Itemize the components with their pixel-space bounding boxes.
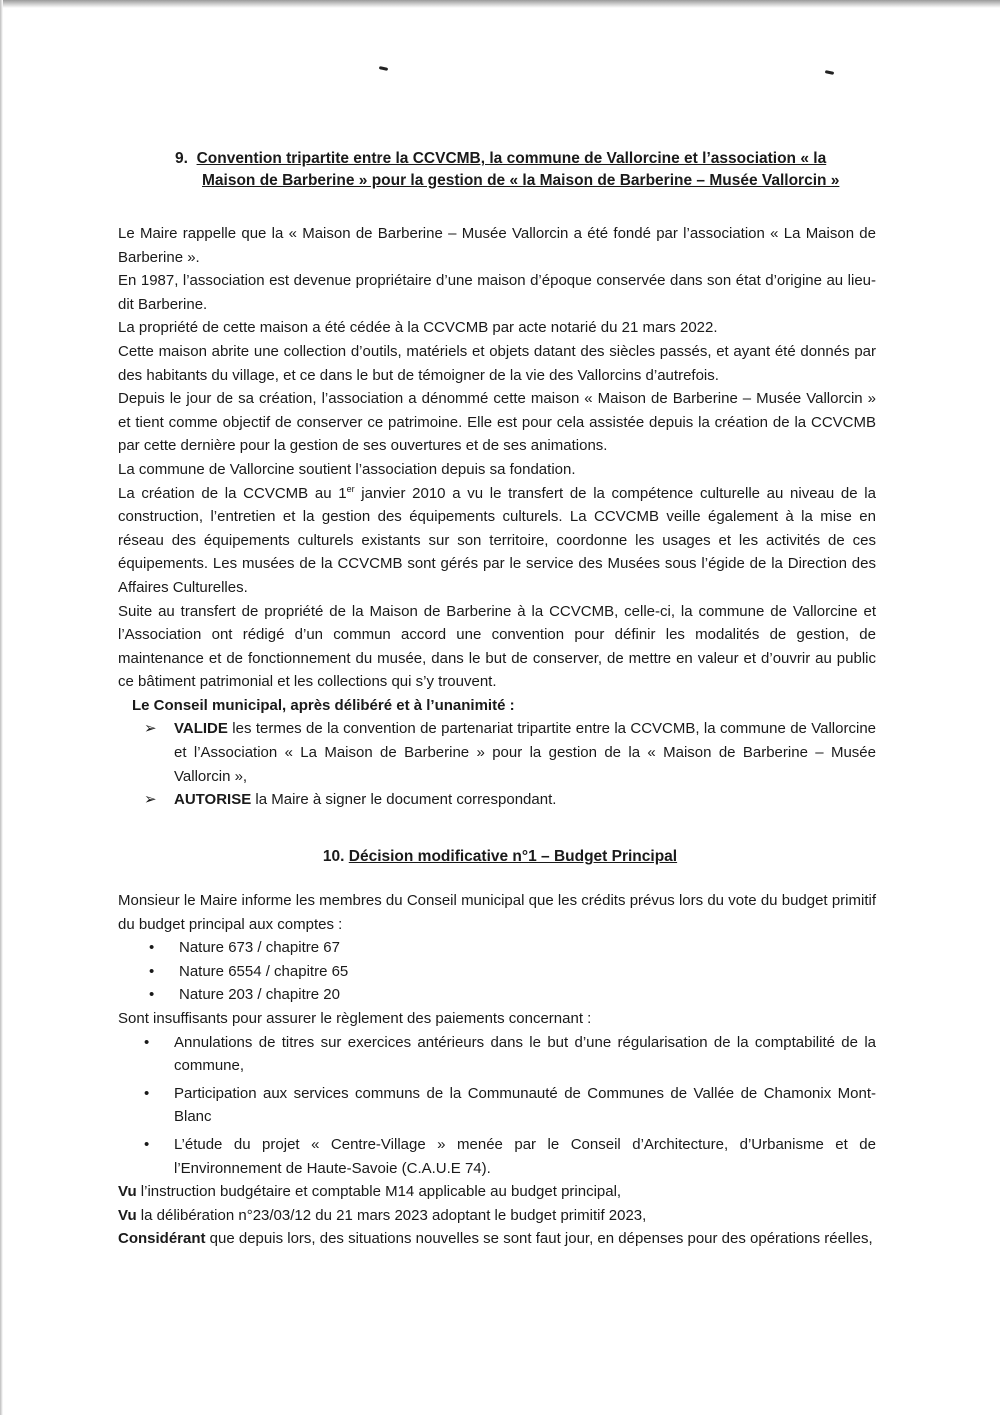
list-item: • Annulations de titres sur exercices antérieurs dans le but d’une régularisation de la comptabilité de la commune,	[118, 1031, 876, 1078]
list-item: • Nature 6554 / chapitre 65	[118, 960, 876, 984]
section-9-number: 9.	[175, 150, 188, 167]
section-9-title	[175, 148, 875, 192]
paragraph: Le Maire rappelle que la « Maison de Barberine – Musée Vallorcin a été fondé par l’association « La Maison de Barberine ».	[118, 225, 876, 266]
consideration-line: Vu la délibération n°23/03/12 du 21 mars 2023 adoptant le budget primitif 2023,	[118, 1206, 647, 1224]
paragraph-transfer: La création de la CCVCMB au 1er janvier 2010 a vu le transfert de la compétence culturelle au niveau de la construction, l’entretien et la gestion des équipements culturels. La CCVCMB veille également à la mise en réseau des équipements culturels existants sur son territoire, coordonne les usages et les activités de ces équipements. Les musées de la CCVCMB sont gérés par le service des Musées sous l’égide de la Direction des Affaires Culturelles.	[118, 483, 876, 596]
arrow-bullet-icon: ➢	[144, 791, 157, 809]
list-item: • Nature 673 / chapitre 67	[118, 936, 876, 960]
paragraph: La commune de Vallorcine soutient l’association depuis sa fondation.	[118, 460, 576, 478]
dot-bullet-icon: •	[144, 1135, 150, 1153]
list-item: ➢ VALIDE les termes de la convention de partenariat tripartite entre la CCVCMB, la commune de Vallorcine et l’Association « La Maison de Barberine » pour la gestion de la « Maison de Barberine – Musée Vallorcin »,	[118, 717, 876, 788]
paragraph: Suite au transfert de propriété de la Maison de Barberine à la CCVCMB, celle-ci, la commune de Vallorcine et l’Association ont rédigé d’un commun accord une convention pour définir les modalités de gestion, de maintenance et de fonctionnement du musée, dans le but de conserver, de mettre en valeur et d’ouvrir au public ce bâtiment patrimonial et les collections qui s’y trouvent.	[118, 602, 876, 691]
paragraph: Sont insuffisants pour assurer le règlement des paiements concernant :	[118, 1009, 592, 1027]
consideration-line: Considérant que depuis lors, des situations nouvelles se sont faut jour, en dépenses pour des opérations réelles,	[118, 1230, 873, 1248]
section-10-title	[0, 846, 1000, 868]
paragraph: La propriété de cette maison a été cédée à la CCVCMB par acte notarié du 21 mars 2022.	[118, 319, 718, 337]
paragraph: Monsieur le Maire informe les membres du Conseil municipal que les crédits prévus lors du vote du budget primitif du budget principal aux comptes :	[118, 892, 876, 933]
dot-bullet-icon: •	[149, 962, 155, 980]
paragraph: Cette maison abrite une collection d’outils, matériels et objets datant des siècles passés, et ayant été donnés par des habitants du village, et ce dans le but de témoigner de la vie des Vallorcins d’autrefois.	[118, 342, 876, 384]
list-item: ➢ AUTORISE la Maire à signer le document correspondant.	[118, 788, 876, 812]
paragraph: Depuis le jour de sa création, l’association a dénommé cette maison « Maison de Barberine – Musée Vallorcin » et tient comme objectif de conserver ce patrimoine. Elle est pour cela assistée depuis la création de la CCVCMB par cette dernière pour la gestion de ses ouvertures et de ses animations.	[118, 390, 876, 455]
section-10-heading: Décision modificative n°1 – Budget Principal	[348, 848, 678, 865]
accounts-list	[118, 936, 876, 1007]
arrow-bullet-icon: ➢	[144, 720, 157, 738]
dot-bullet-icon: •	[149, 939, 155, 957]
consideration-line: Vu l’instruction budgétaire et comptable M14 applicable au budget principal,	[118, 1183, 622, 1201]
dot-bullet-icon: •	[149, 986, 155, 1004]
list-item: • L’étude du projet « Centre-Village » menée par le Conseil d’Architecture, d’Urbanisme et de l’Environnement de Haute-Savoie (C.A.U.E 74).	[118, 1133, 876, 1180]
section-9-heading: Convention tripartite entre la CCVCMB, la commune de Vallorcine et l’association « la Maison de Barberine » pour la gestion de « la Maison de Barberine – Musée Vallorcin »	[196, 150, 840, 189]
list-item: • Nature 203 / chapitre 20	[118, 983, 876, 1007]
decision-heading: Le Conseil municipal, après délibéré et à l’unanimité :	[132, 696, 515, 714]
payments-list	[118, 1031, 876, 1181]
section-10-body	[118, 889, 876, 1251]
dot-bullet-icon: •	[144, 1084, 150, 1102]
decision-list	[118, 717, 876, 811]
list-item: • Participation aux services communs de la Communauté de Communes de Vallée de Chamonix Mont-Blanc	[118, 1082, 876, 1129]
section-9-body	[118, 222, 876, 812]
paragraph: En 1987, l’association est devenue propriétaire d’une maison d’époque conservée dans son état d’origine au lieu-dit Barberine.	[118, 272, 876, 313]
dot-bullet-icon: •	[144, 1033, 150, 1051]
section-10-number: 10.	[322, 848, 345, 865]
